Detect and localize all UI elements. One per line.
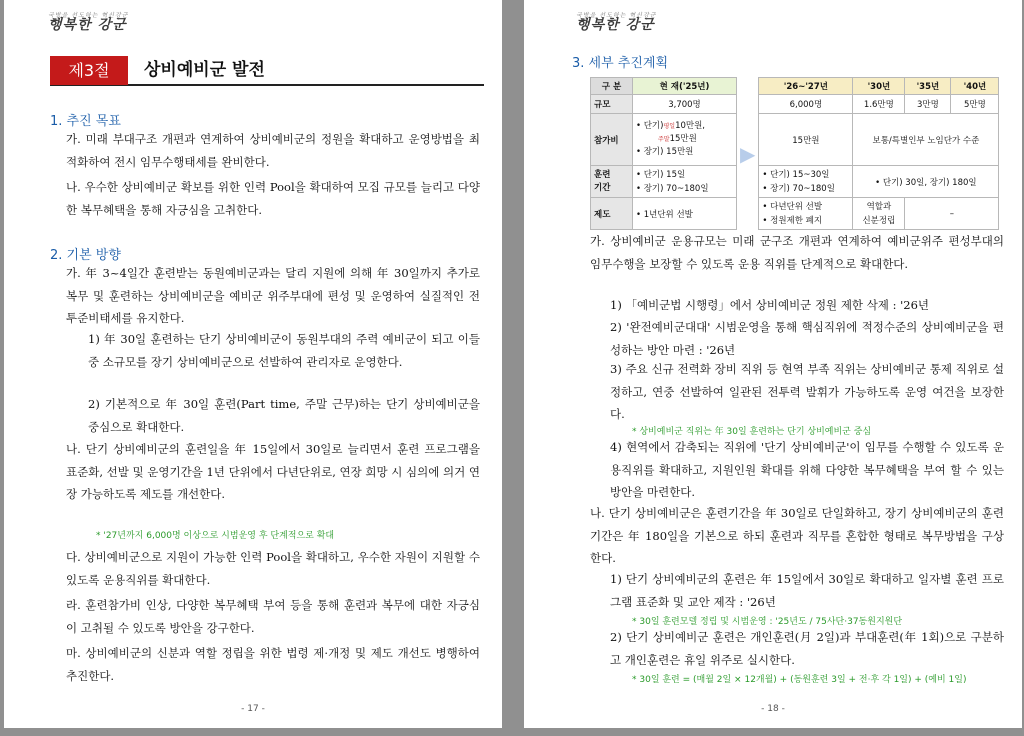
plan-ga-3: 3) 주요 신규 전력화 장비 직위 등 현역 부족 직위는 상비예비군 통제 직위로 설정하고, 연중 선발하여 일관된 전투력 발휘가 가능하도록 운영 여건을 보장한다.: [610, 362, 1004, 421]
th-35: '35년: [905, 78, 951, 95]
plan-na-2: 2) 단기 상비예비군 훈련은 개인훈련(月 2일)과 부대훈련(年 1회)으로 구분하고 개인훈련은 휴일 위주로 실시한다.: [610, 630, 1004, 667]
table-cell: 역할과 신분정립: [853, 198, 905, 230]
direction-ga-1: 1) 年 30일 훈련하는 단기 상비예비군이 동원부대의 주력 예비군이 되고 이들 중 소규모를 장기 상비예비군으로 선발하여 관리자로 운영한다.: [88, 332, 480, 369]
plan-na-2-note: * 30일 훈련 = (매월 2일 × 12개월) + (동원훈련 3일 + 전·후 각 1일) + (예비 1일): [632, 675, 967, 685]
direction-ga: 가. 年 3~4일간 훈련받는 동원예비군과는 달리 지원에 의해 年 30일까지 추가로 복무 및 훈련하는 상비예비군을 예비군 위주부대에 편성 및 운영하여 실질적인 전투준비태세를 유지한다.: [66, 266, 480, 325]
heading-direction: 2. 기본 방향: [50, 248, 121, 263]
th-30: '30년: [853, 78, 905, 95]
row-label: 규모: [591, 95, 633, 114]
table-row: [591, 95, 999, 114]
section-title: 상비예비군 발전: [144, 60, 265, 80]
th-40: '40년: [951, 78, 999, 95]
table-cell: • 단기) 30일, 장기) 180일: [853, 166, 999, 198]
plan-na-1: 1) 단기 상비예비군의 훈련은 年 15일에서 30일로 확대하고 일자별 훈련 프로그램 표준화 및 교안 제작 : '26년: [610, 572, 1004, 609]
table-cell: –: [905, 198, 999, 230]
logo: [48, 14, 127, 34]
th-gubun: 구 분: [591, 78, 633, 95]
arrow-cell: [737, 78, 759, 230]
table-row: [591, 198, 999, 230]
direction-ra: 라. 훈련참가비 인상, 다양한 복무혜택 부여 등을 통해 훈련과 복무에 대한 자긍심이 고취될 수 있도록 방안을 강구한다.: [66, 598, 480, 635]
logo-subtitle: 국방을 선도하는 혁신강군: [48, 12, 129, 19]
table-cell: 6,000명: [759, 95, 853, 114]
plan-ga-1: 1) 「예비군법 시행령」에서 상비예비군 정원 제한 삭제 : '26년: [610, 298, 930, 312]
heading-plan: 3. 세부 추진계획: [572, 56, 669, 71]
plan-ga: 가. 상비예비군 운용규모는 미래 군구조 개편과 연계하여 예비군위주 편성부대의 임무수행을 보장할 수 있도록 운용 직위를 단계적으로 확대한다.: [590, 234, 1004, 271]
plan-ga-3-note: * 상비예비군 직위는 年 30일 훈련하는 단기 상비예비군 중심: [632, 427, 872, 437]
row-label: 참가비: [591, 114, 633, 166]
logo-text: 행복한 강군: [48, 17, 127, 33]
th-current: 현 재('25년): [633, 78, 737, 95]
row-label: 훈련 기간: [591, 166, 633, 198]
table-cell: 1.6만명: [853, 95, 905, 114]
table-cell: • 단기)평일10만원, 주말15만원 • 장기) 15만원: [633, 114, 737, 166]
table-cell: • 1년단위 선발: [633, 198, 737, 230]
table-cell: 보통/특별인부 노임단가 수준: [853, 114, 999, 166]
table-row: [591, 114, 999, 166]
goal-ga: 가. 미래 부대구조 개편과 연계하여 상비예비군의 정원을 확대하고 운영방법을 최적화하여 전시 임무수행태세를 완비한다.: [66, 132, 480, 169]
th-2627: '26~'27년: [759, 78, 853, 95]
table-header-row: [591, 78, 999, 95]
plan-na: 나. 단기 상비예비군은 훈련기간을 年 30일로 단일화하고, 장기 상비예비군의 훈련기간은 年 180일을 기본으로 하되 훈련과 직무를 혼합한 형태로 복무방법을 구상한다.: [590, 506, 1004, 565]
arrow-right-icon: ▶: [740, 141, 756, 166]
section-header: [50, 56, 484, 86]
plan-ga-4: 4) 현역에서 감축되는 직위에 '단기 상비예비군'이 임무를 수행할 수 있도록 운용직위를 확대하고, 지원인원 확대를 위해 다양한 복무혜택을 부여 할 수 있는 방안을 마련한다.: [610, 440, 1004, 499]
table-cell: 5만명: [951, 95, 999, 114]
section-number: 제3절: [50, 56, 128, 85]
logo-text: 행복한 강군: [576, 17, 655, 33]
page-18: [524, 0, 1022, 728]
direction-ma: 마. 상비예비군의 신분과 역할 정립을 위한 법령 제·개정 및 제도 개선도 병행하여 추진한다.: [66, 646, 480, 683]
direction-da: 다. 상비예비군으로 지원이 가능한 인력 Pool을 확대하고, 우수한 자원이 지원할 수 있도록 운용직위를 확대한다.: [66, 550, 480, 587]
direction-na: 나. 단기 상비예비군의 훈련일을 年 15일에서 30일로 늘리면서 훈련 프로그램을 표준화, 선발 및 운영기간을 1년 단위에서 다년단위로, 연장 희망 시 심의에 의거 연장 가능하도록 제도를 개선한다.: [66, 442, 480, 501]
page-17: [4, 0, 502, 728]
direction-na-note: * '27년까지 6,000명 이상으로 시범운영 후 단계적으로 확대: [96, 531, 335, 541]
table-cell: • 단기) 15일 • 장기) 70~180일: [633, 166, 737, 198]
direction-ga-2: 2) 기본적으로 年 30일 훈련(Part time, 주말 근무)하는 단기 상비예비군을 중심으로 확대한다.: [88, 397, 480, 434]
page-number: - 17 -: [241, 704, 265, 714]
table-cell: 3,700명: [633, 95, 737, 114]
plan-ga-2: 2) '완전예비군대대' 시범운영을 통해 핵심직위에 적정수준의 상비예비군을 편성하는 방안 마련 : '26년: [610, 320, 1004, 357]
plan-na-1-note: * 30일 훈련모델 정립 및 시범운영 : '25년도 / 75사단·37동원지원단: [632, 617, 903, 627]
table-cell: • 단기) 15~30일 • 장기) 70~180일: [759, 166, 853, 198]
row-label: 제도: [591, 198, 633, 230]
table-cell: • 다년단위 선발 • 정원제한 폐지: [759, 198, 853, 230]
heading-goals: 1. 추진 목표: [50, 114, 121, 129]
logo: [576, 14, 655, 34]
page-number: - 18 -: [761, 704, 785, 714]
table-cell: 3만명: [905, 95, 951, 114]
logo-subtitle: 국방을 선도하는 혁신강군: [576, 12, 657, 19]
plan-table: [590, 77, 999, 230]
table-row: [591, 166, 999, 198]
table-cell: 15만원: [759, 114, 853, 166]
goal-na: 나. 우수한 상비예비군 확보를 위한 인력 Pool을 확대하여 모집 규모를 늘리고 다양한 복무혜택을 통해 자긍심을 고취한다.: [66, 180, 480, 217]
